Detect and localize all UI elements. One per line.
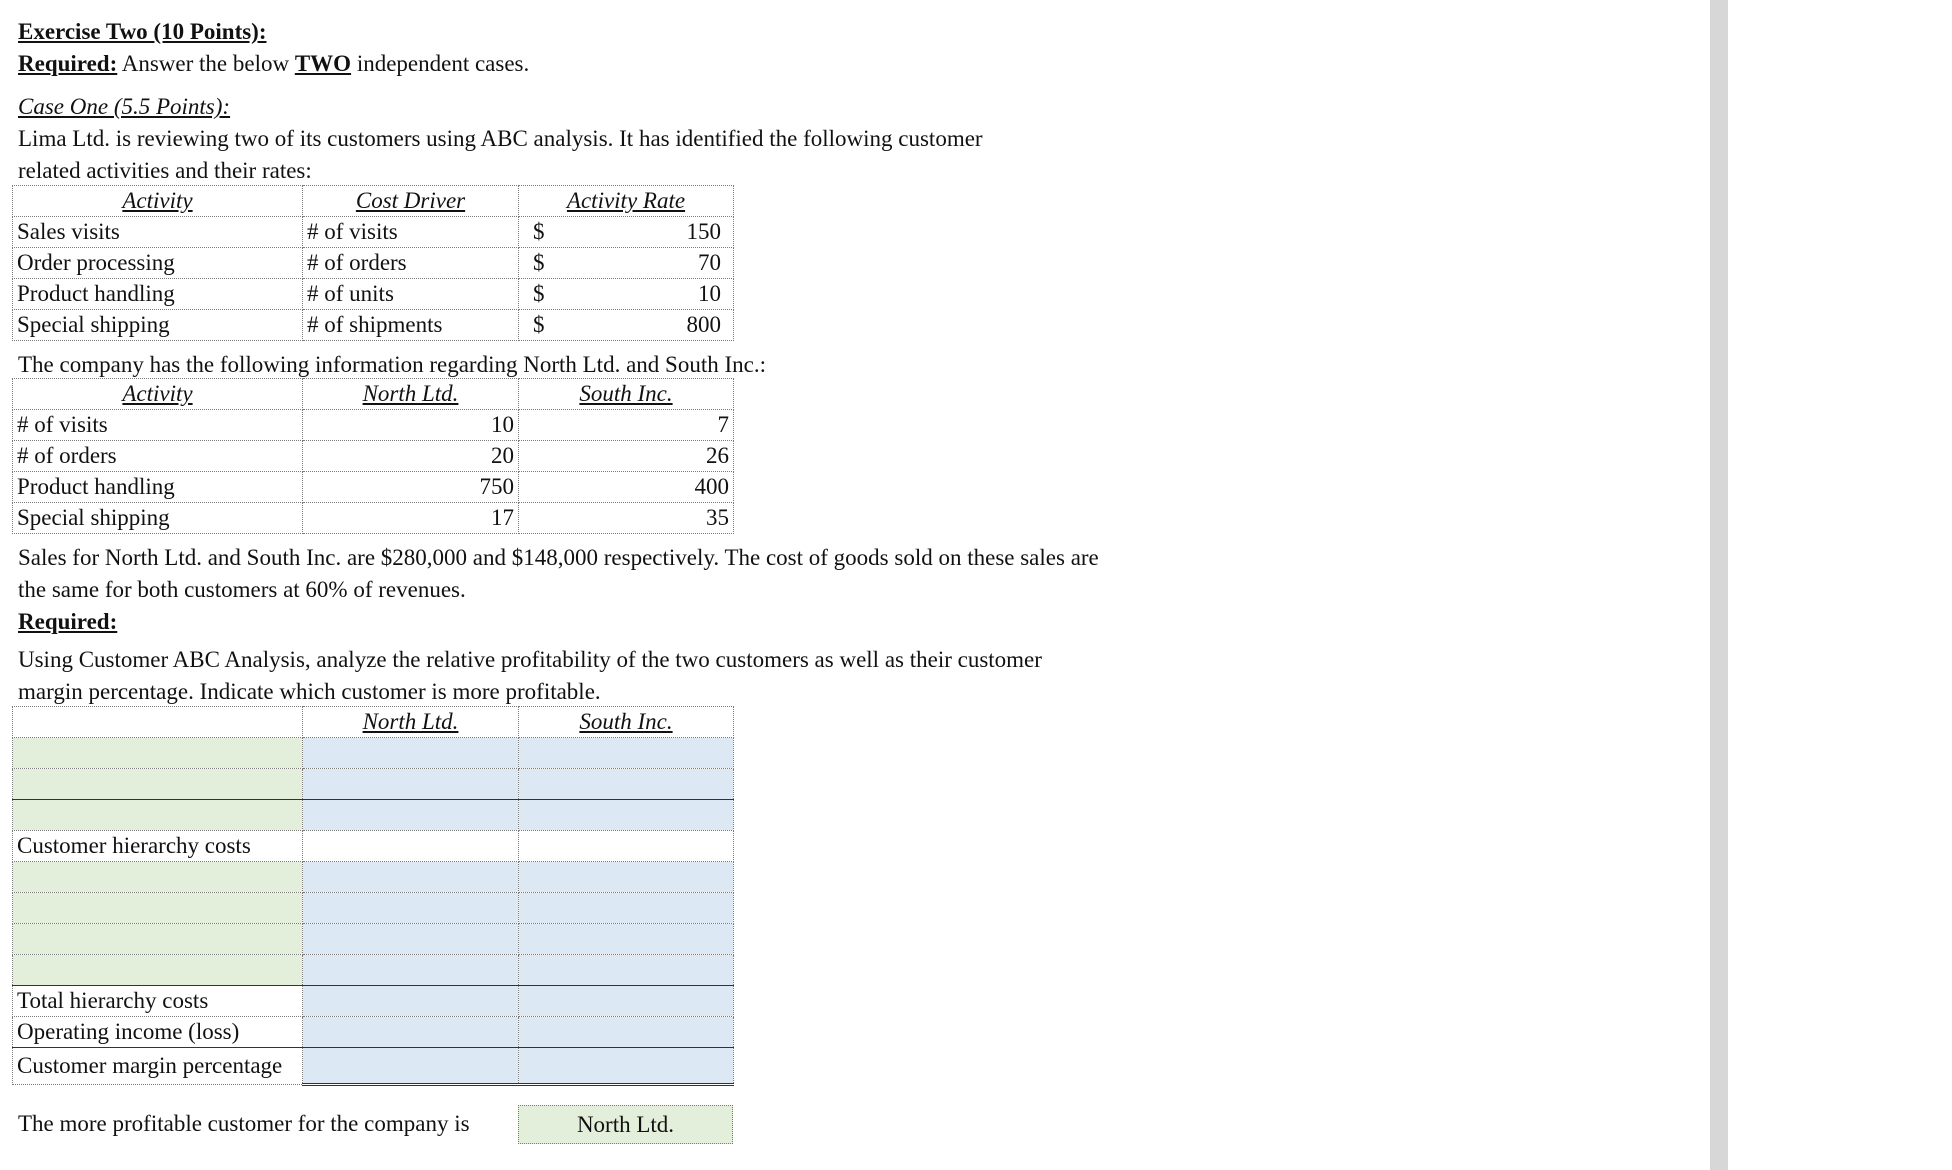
answer-north-input[interactable] <box>303 862 519 893</box>
answer-header-blank <box>13 707 303 738</box>
answer-input-row <box>13 862 734 893</box>
answer-south-input[interactable] <box>519 738 734 769</box>
customer-header-row <box>13 379 734 410</box>
rates-activity: Sales visits <box>13 217 303 248</box>
vertical-scrollbar[interactable] <box>1710 0 1728 1170</box>
answer-north-input[interactable] <box>303 893 519 924</box>
customer-activity: # of orders <box>13 441 303 472</box>
rates-rate-cell <box>519 248 734 279</box>
case-one-title: Case One (5.5 Points): <box>18 94 231 119</box>
margin-percentage-north[interactable] <box>303 1048 519 1085</box>
answer-label-input[interactable] <box>13 893 303 924</box>
answer-south-input[interactable] <box>519 862 734 893</box>
customer-north: 750 <box>303 472 519 503</box>
rates-rate: 70 <box>698 250 721 275</box>
sales-text-2: the same for both customers at 60% of revenues. <box>18 577 466 602</box>
customer-south: 400 <box>519 472 734 503</box>
answer-south-input[interactable] <box>519 769 734 800</box>
customer-row <box>13 503 734 534</box>
rates-currency: $ <box>533 281 545 306</box>
required2-text-2: margin percentage. Indicate which customer is more profitable. <box>18 679 601 704</box>
answer-input-row <box>13 955 734 986</box>
answer-label-input[interactable] <box>13 738 303 769</box>
required-label: Required: <box>18 51 118 76</box>
customer-activity: # of visits <box>13 410 303 441</box>
answer-north-input[interactable] <box>303 769 519 800</box>
required2-text-1: Using Customer ABC Analysis, analyze the relative profitability of the two customers as well as their customer <box>18 647 1042 672</box>
rates-activity: Special shipping <box>13 310 303 341</box>
conclusion-text: The more profitable customer for the company is <box>18 1111 470 1136</box>
rates-header-rate: Activity Rate <box>519 186 734 217</box>
customer-hierarchy-row <box>13 831 734 862</box>
rates-driver: # of visits <box>303 217 519 248</box>
rates-driver: # of units <box>303 279 519 310</box>
rates-currency: $ <box>533 250 545 275</box>
operating-income-south[interactable] <box>519 1017 734 1048</box>
conclusion-answer[interactable]: North Ltd. <box>518 1105 733 1144</box>
customer-activity: Product handling <box>13 472 303 503</box>
rates-rate: 800 <box>686 312 721 337</box>
answer-north-input[interactable] <box>303 800 519 831</box>
customer-south: 26 <box>519 441 734 472</box>
answer-header-row <box>13 707 734 738</box>
operating-income-label: Operating income (loss) <box>13 1017 303 1048</box>
case-one-intro-2: related activities and their rates: <box>18 158 312 183</box>
customer-north: 10 <box>303 410 519 441</box>
sales-text-1: Sales for North Ltd. and South Inc. are $280,000 and $148,000 respectively. The cost of goods sold on these sales are <box>18 545 1099 570</box>
rates-row <box>13 217 734 248</box>
answer-label-input[interactable] <box>13 924 303 955</box>
answer-input-row <box>13 800 734 831</box>
customer-activity-table <box>12 378 734 534</box>
rates-rate-cell <box>519 217 734 248</box>
total-hierarchy-label: Total hierarchy costs <box>13 986 303 1017</box>
customer-hierarchy-south <box>519 831 734 862</box>
answer-north-input[interactable] <box>303 738 519 769</box>
customer-activity: Special shipping <box>13 503 303 534</box>
rates-currency: $ <box>533 219 545 244</box>
rates-row <box>13 310 734 341</box>
answer-label-input[interactable] <box>13 862 303 893</box>
answer-north-input[interactable] <box>303 955 519 986</box>
answer-input-row <box>13 893 734 924</box>
answer-south-input[interactable] <box>519 955 734 986</box>
required-pre: Answer the below <box>117 51 295 76</box>
answer-label-input[interactable] <box>13 800 303 831</box>
answer-input-row <box>13 738 734 769</box>
answer-input-row <box>13 769 734 800</box>
operating-income-north[interactable] <box>303 1017 519 1048</box>
answer-south-input[interactable] <box>519 924 734 955</box>
answer-south-input[interactable] <box>519 893 734 924</box>
answer-header-south: South Inc. <box>519 707 734 738</box>
rates-currency: $ <box>533 312 545 337</box>
total-hierarchy-south[interactable] <box>519 986 734 1017</box>
rates-activity: Order processing <box>13 248 303 279</box>
customer-south: 7 <box>519 410 734 441</box>
margin-percentage-south[interactable] <box>519 1048 734 1085</box>
case-one-intro-1: Lima Ltd. is reviewing two of its customers using ABC analysis. It has identified the following customer <box>18 126 983 151</box>
rates-rate: 150 <box>686 219 721 244</box>
answer-south-input[interactable] <box>519 800 734 831</box>
rates-rate: 10 <box>698 281 721 306</box>
rates-rate-cell <box>519 279 734 310</box>
margin-percentage-label: Customer margin percentage <box>13 1048 303 1085</box>
answer-header-north: North Ltd. <box>303 707 519 738</box>
rates-activity: Product handling <box>13 279 303 310</box>
customer-row <box>13 472 734 503</box>
exercise-title: Exercise Two (10 Points): <box>18 19 267 44</box>
answer-table <box>12 706 734 1086</box>
customer-south: 35 <box>519 503 734 534</box>
answer-label-input[interactable] <box>13 955 303 986</box>
rates-row <box>13 279 734 310</box>
margin-percentage-row <box>13 1048 734 1085</box>
answer-input-row <box>13 924 734 955</box>
customer-header-activity: Activity <box>13 379 303 410</box>
required-post: independent cases. <box>351 51 530 76</box>
operating-income-row <box>13 1017 734 1048</box>
rates-driver: # of orders <box>303 248 519 279</box>
info-intro: The company has the following information regarding North Ltd. and South Inc.: <box>18 352 766 377</box>
rates-row <box>13 248 734 279</box>
customer-north: 17 <box>303 503 519 534</box>
customer-header-north: North Ltd. <box>303 379 519 410</box>
answer-north-input[interactable] <box>303 924 519 955</box>
customer-row <box>13 410 734 441</box>
rates-header-driver: Cost Driver <box>303 186 519 217</box>
rates-header-activity: Activity <box>13 186 303 217</box>
rates-header-row <box>13 186 734 217</box>
answer-label-input[interactable] <box>13 769 303 800</box>
rates-driver: # of shipments <box>303 310 519 341</box>
required2-label: Required: <box>18 609 118 634</box>
customer-hierarchy-north <box>303 831 519 862</box>
customer-north: 20 <box>303 441 519 472</box>
total-hierarchy-north[interactable] <box>303 986 519 1017</box>
required-emph: TWO <box>294 51 352 76</box>
required-line <box>18 50 529 78</box>
customer-hierarchy-label: Customer hierarchy costs <box>13 831 303 862</box>
total-hierarchy-row <box>13 986 734 1017</box>
customer-header-south: South Inc. <box>519 379 734 410</box>
customer-row <box>13 441 734 472</box>
rates-rate-cell <box>519 310 734 341</box>
activity-rates-table <box>12 185 734 341</box>
